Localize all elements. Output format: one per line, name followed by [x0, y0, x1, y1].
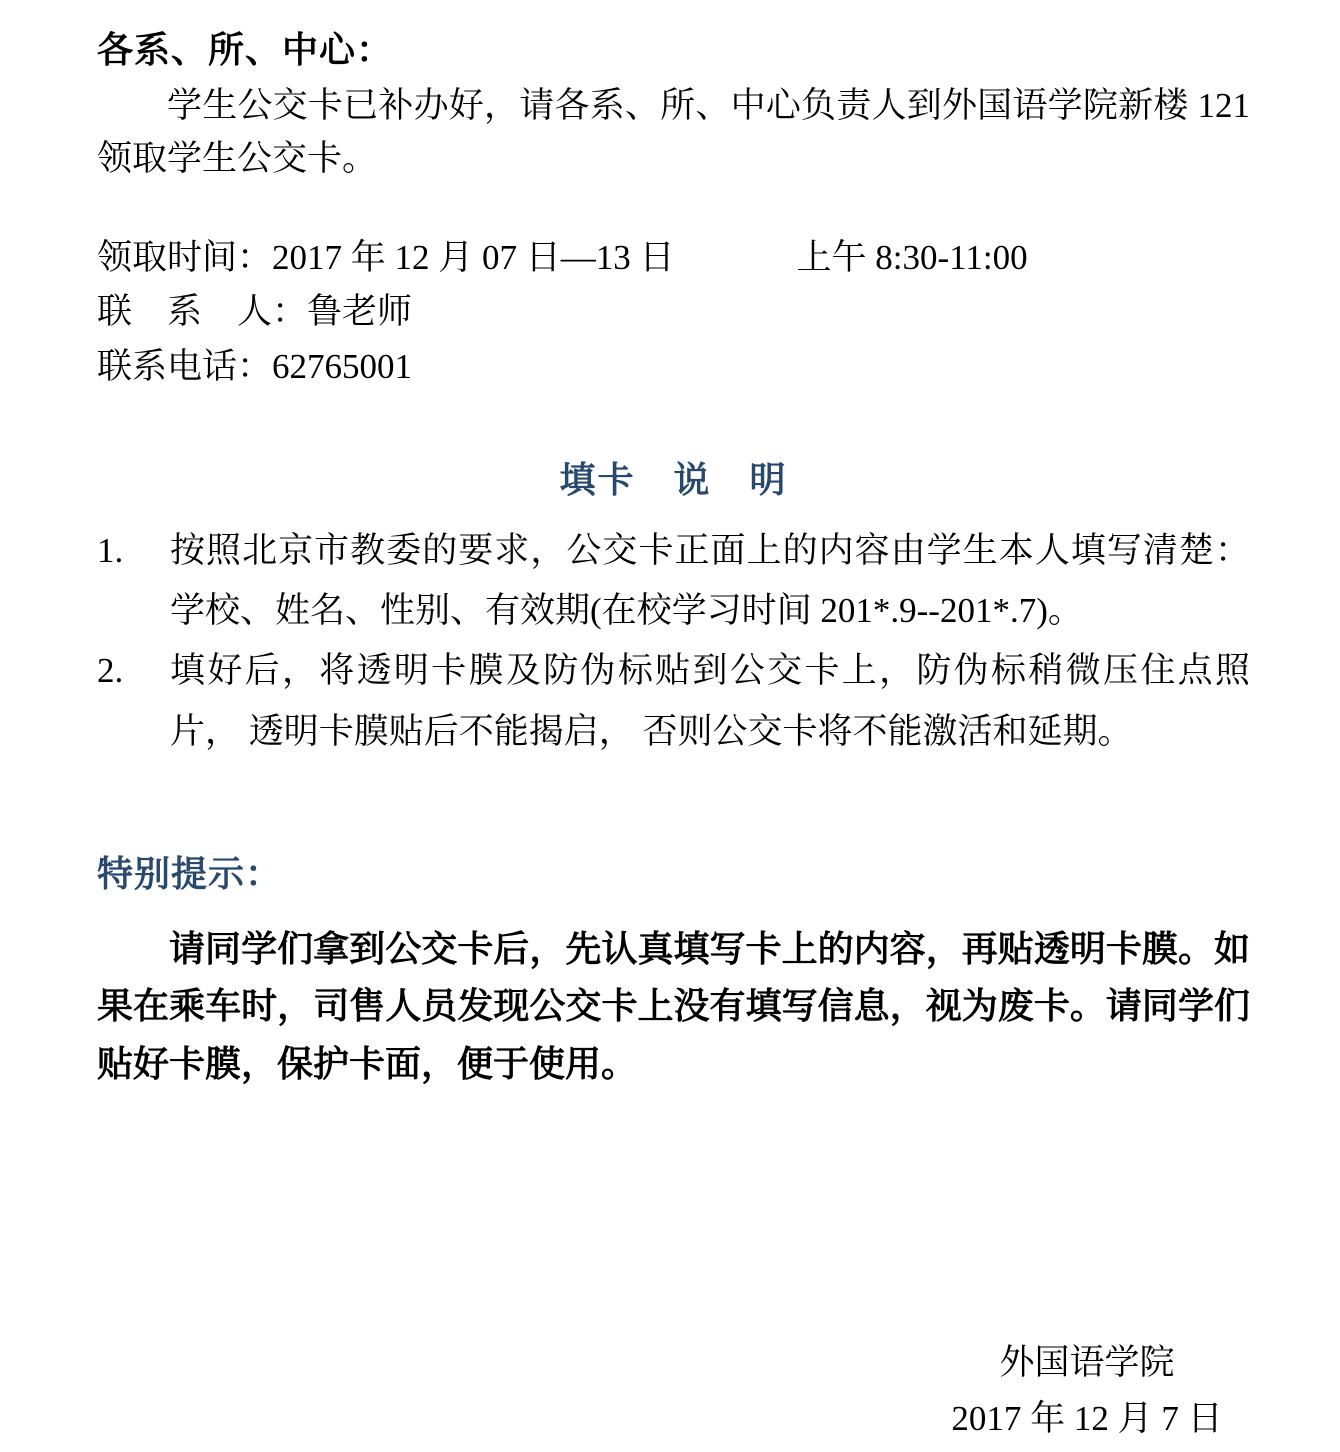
signature-block	[932, 1335, 1242, 1446]
contact-person-value: 鲁老师	[307, 292, 413, 332]
special-notice-body: 请同学们拿到公交卡后，先认真填写卡上的内容，再贴透明卡膜。如果在乘车时，司售人员发现公交卡上没有填写信息，视为废卡。请同学们贴好卡膜，保护卡面，便于使用。	[97, 928, 1250, 1084]
instruction-item-1-text: 按照北京市教委的要求，公交卡正面上的内容由学生本人填写清楚：学校、姓名、性别、有效期(在校学习时间 201*.9--201*.7)。	[170, 530, 1250, 631]
contact-phone-row	[97, 340, 1250, 394]
contact-person-row	[97, 285, 1250, 339]
pickup-time-hours: 上午 8:30-11:00	[796, 238, 1028, 278]
instruction-item-2	[97, 641, 1250, 761]
special-notice-title: 特别提示：	[97, 853, 283, 894]
salutation-heading: 各系、所、中心：	[97, 30, 394, 70]
instruction-item-1-number: 1.	[97, 530, 124, 570]
contact-person-label: 联 系 人：	[97, 292, 308, 332]
instruction-item-2-number: 2.	[97, 651, 124, 691]
contact-info-block	[97, 231, 1250, 394]
instructions-title: 填卡 说 明	[559, 459, 788, 500]
pickup-time-value: 2017 年 12 月 07 日—13 日	[272, 238, 675, 278]
pickup-time-label: 领取时间：	[97, 238, 273, 278]
pickup-time-row	[97, 231, 1250, 285]
contact-phone-label: 联系电话：	[97, 346, 273, 386]
instruction-item-2-text: 填好后，将透明卡膜及防伪标贴到公交卡上，防伪标稍微压住点照片， 透明卡膜贴后不能揭启， 否则公交卡将不能激活和延期。	[170, 651, 1250, 751]
instructions-list	[97, 521, 1250, 762]
signature-organization: 外国语学院	[999, 1343, 1175, 1383]
instruction-item-1	[97, 521, 1250, 641]
signature-date: 2017 年 12 月 7 日	[951, 1398, 1223, 1438]
intro-paragraph: 学生公交卡已补办好，请各系、所、中心负责人到外国语学院新楼 121 领取学生公交卡。	[97, 86, 1250, 178]
contact-phone-value: 62765001	[272, 346, 413, 386]
